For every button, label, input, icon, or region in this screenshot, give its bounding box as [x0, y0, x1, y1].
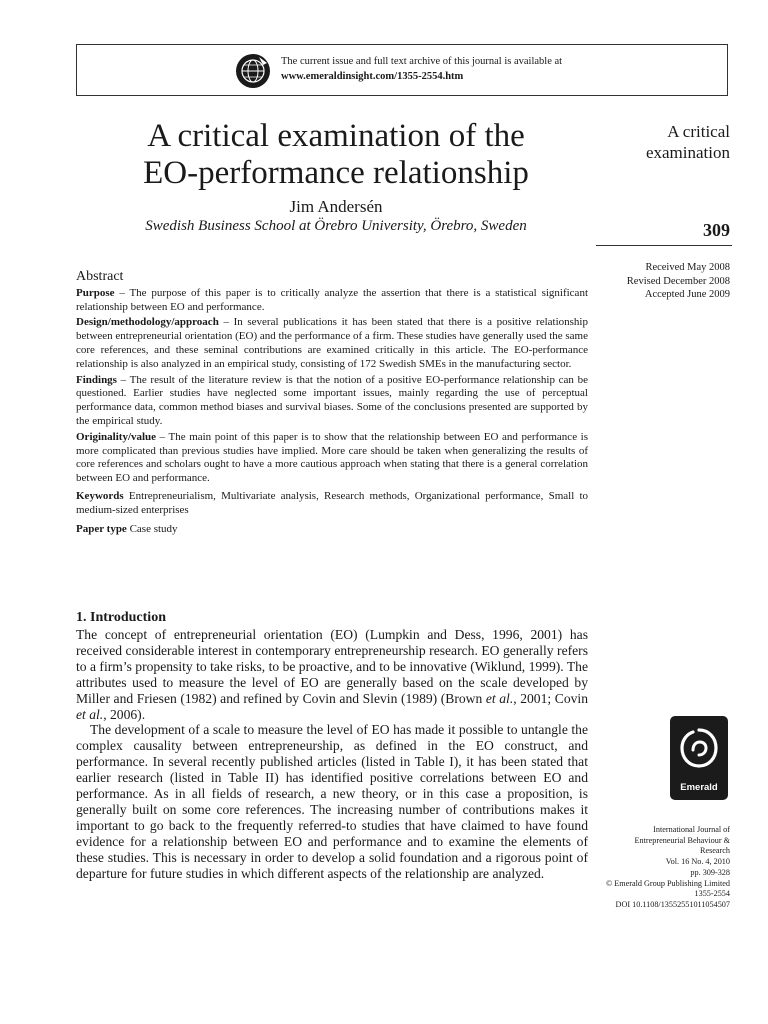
- revised-date: Revised December 2008: [626, 275, 730, 287]
- journal-banner: [76, 44, 728, 96]
- introduction-section: [76, 609, 588, 882]
- abstract-design: [76, 316, 588, 371]
- accepted-date: Accepted June 2009: [644, 289, 730, 300]
- originality-text: – The main point of this paper is to show that the relationship between EO and performance is more complicated than previous studies have implied. More care should be taken when generalizing the results of core references and scholars ought to have a more cautious approach when stating that there is a general correlation between EO and performance.: [76, 430, 588, 485]
- abstract-heading: Abstract: [76, 269, 124, 284]
- title-line-1: A critical examination of the: [147, 118, 525, 154]
- margin-divider: [596, 245, 732, 246]
- journal-url-link[interactable]: www.emeraldinsight.com/1355-2554.htm: [281, 71, 464, 82]
- paper-type-text: Case study: [126, 522, 178, 535]
- banner-line: The current issue and full text archive of this journal is available at: [281, 56, 563, 67]
- intro-p1-part-a: The concept of entrepreneurial orientation (EO) (Lumpkin and Dess, 1996, 2001) has received considerable interest in contemporary entrepreneurship research. EO generally refers to a firm’s propensity to take risks, to be proactive, and to be innovative (Wiklund, 1999). The attributes used to measure the level of EO are generally based on the scale developed by Miller and Friesen (1982) and refined by Covin and Slevin (1989) (Brown: [76, 627, 588, 706]
- logo-wordmark: Emerald: [680, 782, 718, 793]
- page-number: 309: [703, 220, 730, 240]
- abstract-findings: [76, 374, 588, 429]
- journal-info: [584, 825, 730, 911]
- introduction-heading: 1. Introduction: [76, 610, 166, 625]
- keywords-label: Keywords: [76, 489, 124, 502]
- paper-title: [76, 118, 596, 192]
- purpose-text: – The purpose of this paper is to critically analyze the assertion that there is a statistical significant relationship between EO and performance.: [76, 286, 588, 313]
- abstract-keywords: [76, 490, 588, 518]
- journal-info-line: International Journal of: [653, 825, 730, 834]
- intro-paragraph-2: The development of a scale to measure the level of EO has made it possible to untangle the complex causality between entrepreneurship, as defined in the EO construct, and performance. In several recently published articles (listed in Table I), it has been stated that earlier research (listed in Table II) has identified positive correlations between EO and performance. As in all fields of research, a new theory, or in this case a proposition, is generally built on some core references. The increasing number of contributions makes it important to go back to the frequently referred-to studies that have claimed to have found evidence for a relationship between EO and performance and to examine the elements of these studies. This is necessary in order to develop a solid foundation and a rigorous point of departure for future studies in which different aspects of the relationship are analyzed.: [76, 722, 588, 881]
- journal-info-line: Research: [699, 846, 730, 856]
- design-label: Design/methodology/approach: [76, 316, 219, 329]
- abstract-paper-type: [76, 523, 588, 537]
- journal-info-line: 1355-2554: [694, 889, 730, 899]
- keywords-text: Entrepreneurialism, Multivariate analysis, Research methods, Organizational performance, Small to medium-sized enterprises: [76, 489, 588, 516]
- abstract-purpose: [76, 287, 588, 315]
- title-line-2: EO-performance relationship: [143, 155, 529, 191]
- findings-label: Findings: [76, 373, 117, 386]
- intro-p1-part-c: , 2006).: [103, 706, 146, 722]
- paper-type-label: Paper type: [76, 522, 127, 535]
- journal-info-line: © Emerald Group Publishing Limited: [605, 878, 730, 888]
- abstract-originality: [76, 431, 588, 486]
- journal-info-line: Vol. 16 No. 4, 2010: [665, 857, 730, 867]
- author-affiliation: Swedish Business School at Örebro University, Örebro, Sweden: [145, 218, 527, 234]
- design-text: – In several publications it has been stated that there is a positive relationship between entrepreneurial orientation (EO) and the performance of a firm. These studies have generally used the same core references, and these seminal contributions are examined critically in this article. The EO-performance relationship is also analyzed in an empirical study, consisting of 172 Swedish SMEs in the manufacturing sector.: [76, 316, 588, 370]
- author-name: Jim Andersén: [289, 197, 383, 216]
- banner-text: [281, 54, 562, 84]
- received-date: Received May 2008: [645, 262, 730, 273]
- findings-text: – The result of the literature review is that the notion of a positive EO-performance relationship can be questioned. Earlier studies have neglected some important issues, mainly regarding the use of perceptual performance data, common method biases and survival biases. Some of the conclusions presented are supported by the empirical study.: [76, 373, 588, 427]
- running-head: [600, 121, 730, 163]
- running-head-line-1: A critical: [667, 122, 730, 141]
- globe-icon: [235, 53, 271, 89]
- emerald-logo: [670, 716, 728, 800]
- journal-doi: DOI 10.1108/13552551011054507: [615, 899, 730, 909]
- running-head-line-2: examination: [645, 143, 730, 162]
- et-al-1: et al.: [485, 690, 514, 706]
- intro-paragraph-1: [76, 627, 588, 722]
- journal-info-line: pp. 309-328: [690, 867, 730, 877]
- journal-info-line: Entrepreneurial Behaviour &: [634, 835, 730, 845]
- purpose-label: Purpose: [76, 286, 115, 299]
- submission-dates: [600, 261, 730, 302]
- et-al-2: et al.: [76, 706, 104, 722]
- intro-p1-part-b: , 2001; Covin: [513, 690, 588, 706]
- abstract-section: [76, 270, 588, 538]
- originality-label: Originality/value: [76, 430, 157, 443]
- emerald-swirl-icon: [678, 726, 720, 774]
